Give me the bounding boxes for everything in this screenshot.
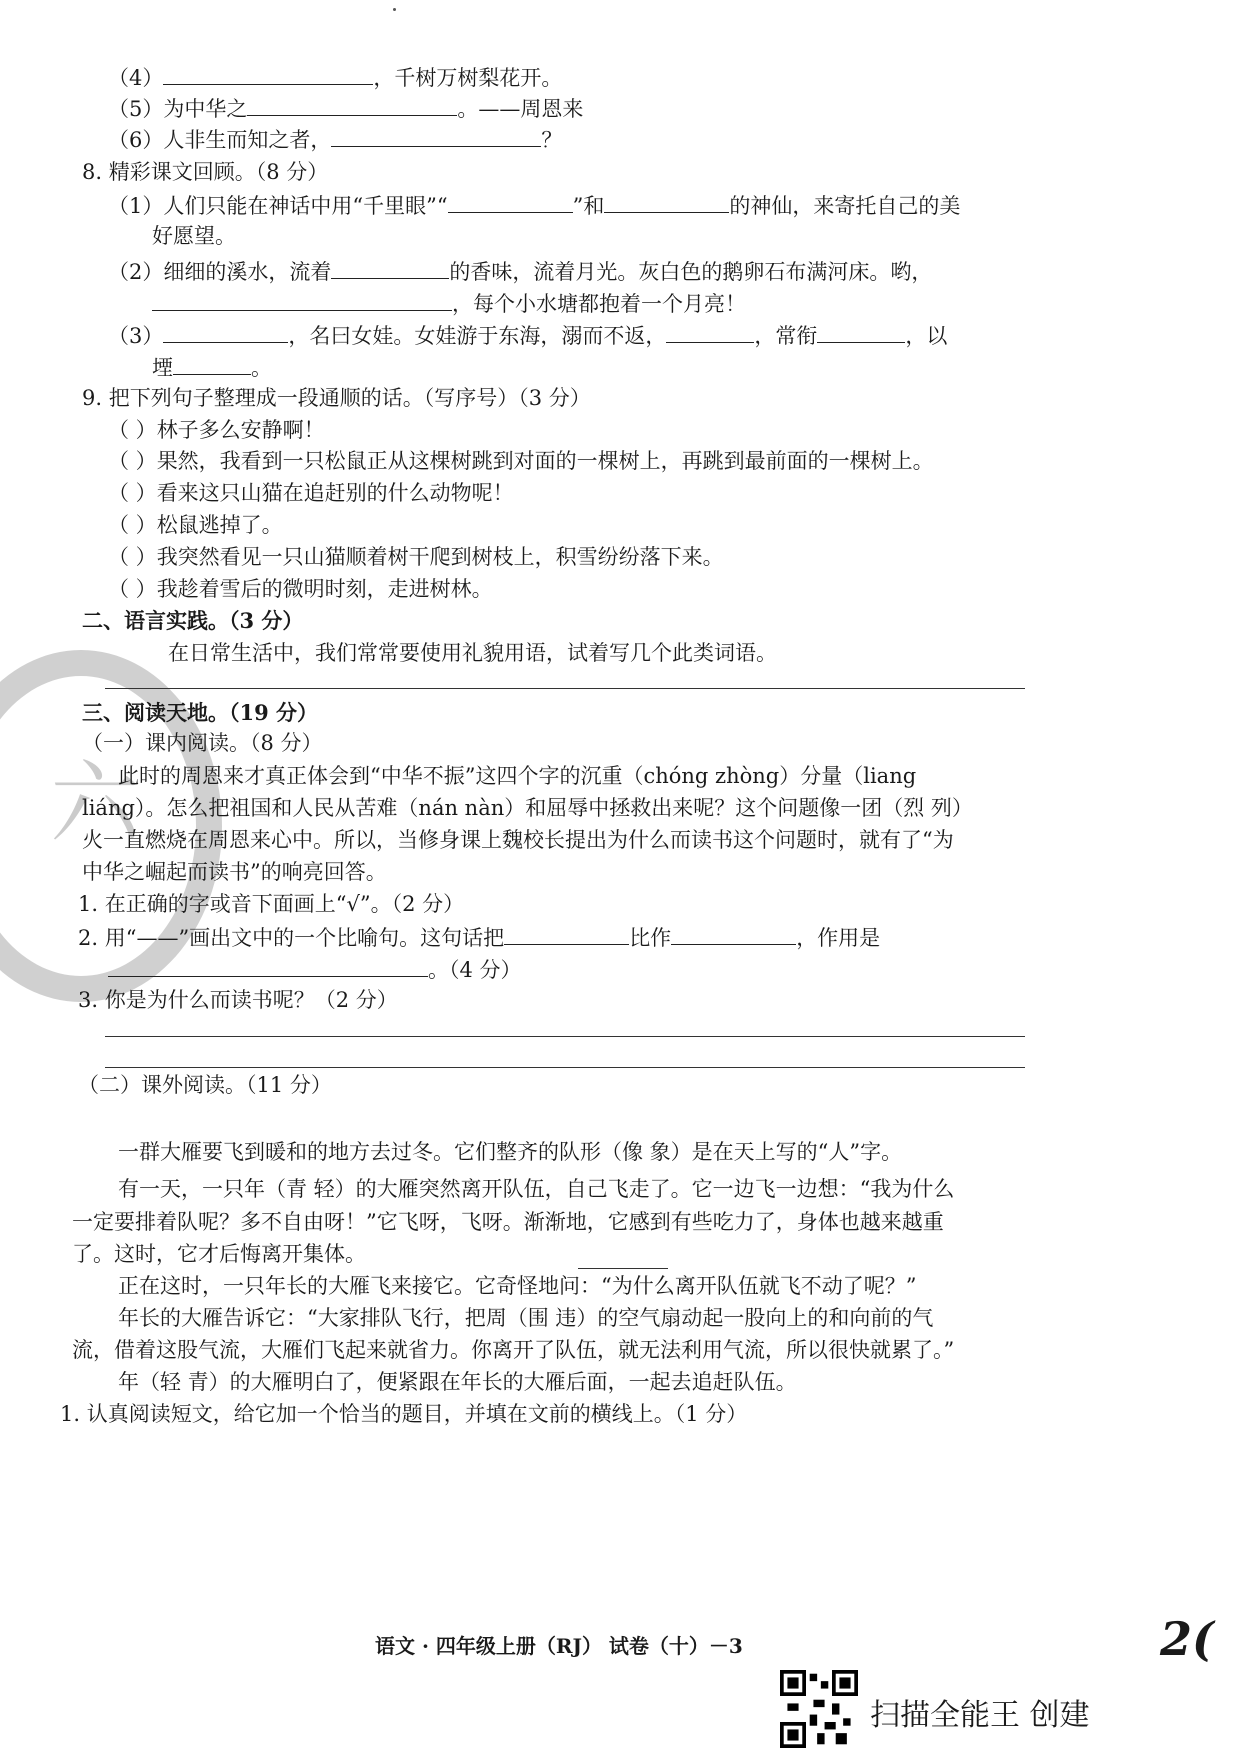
q2: 2. 用“——”画出文中的一个比喻句。这句话把 比作 ，作用是: [78, 926, 881, 950]
scanner-watermark: 扫描全能王 创建: [870, 1698, 1090, 1733]
page-number: 2(: [1160, 1612, 1214, 1666]
blank[interactable]: [666, 322, 754, 343]
outer-q1: 1. 认真阅读短文，给它加一个恰当的题目，并填在文前的横线上。（1 分）: [60, 1402, 748, 1426]
q8-p1: （1）人们只能在神话中用“千里眼”“ ”和 的神仙，来寄托自己的美: [108, 194, 961, 218]
passage-line: liáng）。怎么把祖国和人民从苦难（nán nàn）和屈辱中拯救出来呢？这个问题像一团（烈 列）: [82, 796, 973, 820]
blank[interactable]: [173, 354, 251, 375]
q8-p3-cont: 堙 。: [152, 356, 272, 380]
blank[interactable]: [448, 192, 573, 213]
story-line: 正在这时，一只年长的大雁飞来接它。它奇怪地问：“为什么离开队伍就飞不动了呢？”: [118, 1274, 917, 1298]
blank[interactable]: [163, 322, 288, 343]
q7-item6: （6）人非生而知之者， ？: [108, 128, 563, 152]
q9-title: 9. 把下列句子整理成一段通顺的话。（写序号）（3 分）: [82, 386, 591, 410]
q8-p2-cont: ，每个小水塘都抱着一个月亮！: [152, 290, 746, 317]
section2-title: 二、语言实践。（3 分）: [82, 608, 304, 633]
sub2-title: （二）课外阅读。（11 分）: [78, 1073, 332, 1097]
q9-item: （ ）松鼠逃掉了。: [108, 513, 283, 537]
q9-item: （ ）我突然看见一只山猫顺着树干爬到树枝上，积雪纷纷落下来。: [108, 545, 724, 569]
blank[interactable]: [331, 258, 449, 279]
page-footer: 语文 · 四年级上册（RJ） 试卷（十）－3: [375, 1634, 743, 1658]
blank[interactable]: [108, 956, 428, 977]
q2-cont: 。（4 分）: [108, 956, 522, 983]
blank[interactable]: [247, 95, 457, 116]
section3-title: 三、阅读天地。（19 分）: [82, 700, 319, 725]
q8-p2: （2）细细的溪水，流着 的香味，流着月光。灰白色的鹅卵石布满河床。哟，: [108, 260, 933, 284]
story-line: 有一天，一只年（青 轻）的大雁突然离开队伍，自己飞走了。它一边飞一边想：“我为什么: [118, 1177, 955, 1201]
qr-code-icon: [780, 1670, 858, 1748]
story-line: 一定要排着队呢？多不自由呀！”它飞呀，飞呀。渐渐地，它感到有些吃力了，身体也越来越重: [72, 1210, 944, 1234]
q8-p3: （3） ，名曰女娃。女娃游于东海，溺而不返， ，常衔 ，以: [108, 324, 948, 348]
q1: 1. 在正确的字或音下面画上“√”。（2 分）: [78, 892, 465, 916]
section2-body: 在日常生活中，我们常常要使用礼貌用语，试着写几个此类词语。: [168, 641, 777, 665]
q8-p1-cont: 好愿望。: [152, 224, 236, 248]
q7-item5: （5）为中华之 。——周恩来: [108, 97, 584, 121]
q3: 3. 你是为什么而读书呢？（2 分）: [78, 988, 398, 1012]
blank[interactable]: [817, 322, 905, 343]
blank[interactable]: [152, 290, 452, 311]
answer-line[interactable]: [105, 1036, 1025, 1037]
passage-line: 此时的周恩来才真正体会到“中华不振”这四个字的沉重（chóng zhòng）分量（liang: [118, 764, 917, 788]
sub1-title: （一）课内阅读。（8 分）: [82, 731, 323, 755]
q8-title: 8. 精彩课文回顾。（8 分）: [82, 160, 329, 184]
blank[interactable]: [331, 126, 541, 147]
passage-line: 中华之崛起而读书”的响亮回答。: [82, 860, 387, 884]
story-line: 年长的大雁告诉它：“大家排队飞行，把周（围 违）的空气扇动起一股向上的和向前的气: [118, 1306, 934, 1330]
passage-line: 火一直燃烧在周恩来心中。所以，当修身课上魏校长提出为什么而读书这个问题时，就有了“为: [82, 828, 954, 852]
story-line: 流，借着这股气流，大雁们飞起来就省力。你离开了队伍，就无法利用气流，所以很快就累了。”: [72, 1338, 955, 1362]
speck: [393, 8, 396, 11]
stamp-mark: 六: [50, 751, 140, 856]
q9-item: （ ）果然，我看到一只松鼠正从这棵树跳到对面的一棵树上，再跳到最前面的一棵树上。: [108, 449, 934, 473]
q9-item: （ ）看来这只山猫在追赶别的什么动物呢！: [108, 481, 514, 505]
blank[interactable]: [671, 924, 796, 945]
blank[interactable]: [504, 924, 629, 945]
story-line: 了。这时，它才后悔离开集体。: [72, 1242, 366, 1266]
answer-line[interactable]: [105, 688, 1025, 689]
story-line: 年（轻 青）的大雁明白了，便紧跟在年长的大雁后面，一起去追赶队伍。: [118, 1370, 797, 1394]
blank[interactable]: [604, 192, 729, 213]
q9-item: （ ）林子多么安静啊！: [108, 418, 325, 442]
q9-item: （ ）我趁着雪后的微明时刻，走进树林。: [108, 577, 493, 601]
answer-line[interactable]: [105, 1067, 1025, 1068]
title-blank[interactable]: [578, 1268, 668, 1269]
q7-item4: （4） ，千树万树梨花开。: [108, 66, 563, 90]
story-line: 一群大雁要飞到暖和的地方去过冬。它们整齐的队形（像 象）是在天上写的“人”字。: [118, 1140, 903, 1164]
blank[interactable]: [163, 64, 373, 85]
